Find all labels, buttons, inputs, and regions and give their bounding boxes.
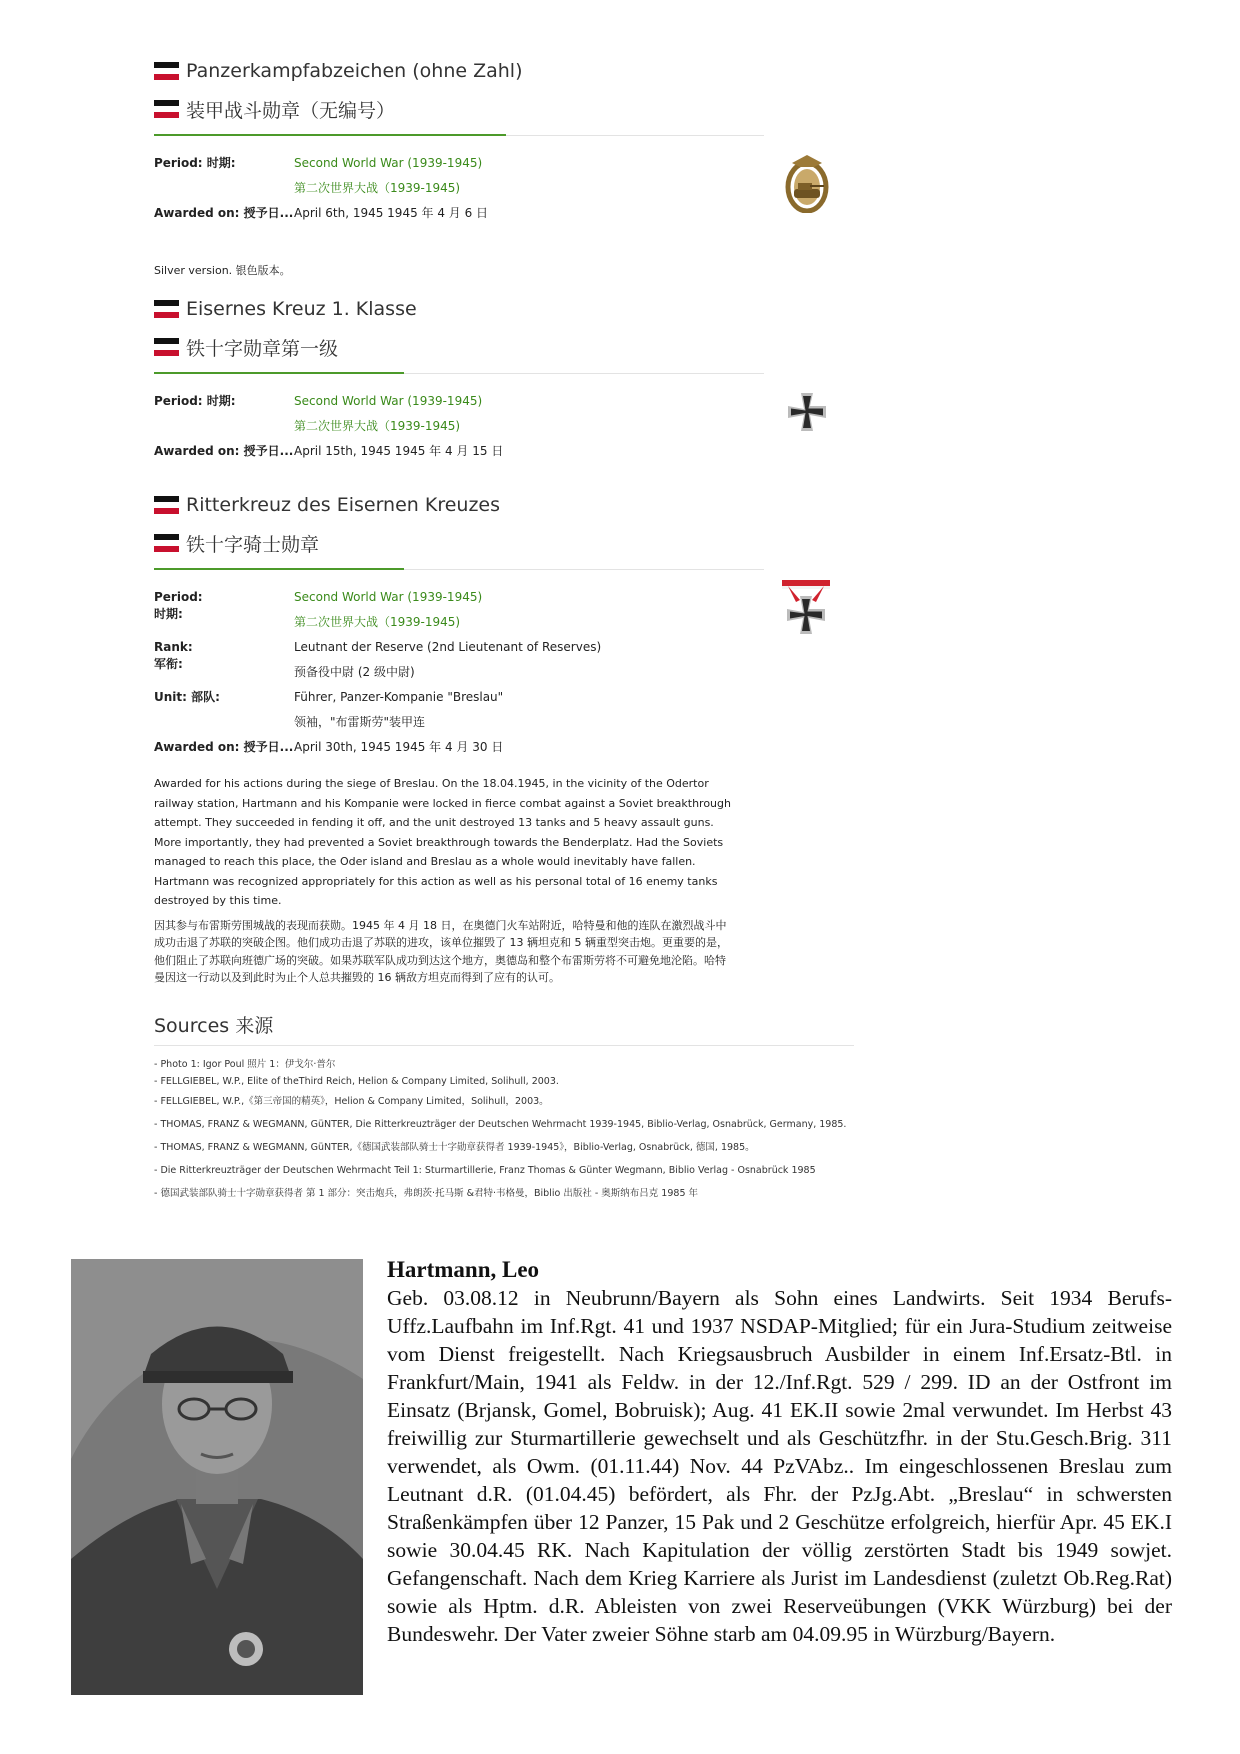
award-title-zh-text: 铁十字骑士勋章 [186, 533, 320, 556]
source-item: - FELLGIEBEL, W.P.,《第三帝国的精英》，Helion & Company Limited，Solihull，2003。 [154, 1095, 549, 1107]
unit-value-zh: 领袖，"布雷斯劳"装甲连 [294, 715, 426, 729]
german-flag-icon [154, 496, 179, 514]
source-item: - FELLGIEBEL, W.P., Elite of theThird Reich, Helion & Company Limited, Solihull, 2003. [154, 1075, 559, 1087]
panzer-badge-icon [784, 155, 830, 213]
source-item: - 德国武装部队骑士十字勋章获得者 第 1 部分：突击炮兵，弗朗茨·托马斯 &君特·韦格曼，Biblio 出版社 - 奥斯纳布吕克 1985 年 [154, 1187, 699, 1199]
source-item: - Photo 1: Igor Poul 照片 1：伊戈尔·普尔 [154, 1058, 336, 1070]
period-row [154, 151, 854, 201]
rank-value-zh: 预备役中尉 (2 级中尉) [294, 665, 415, 679]
source-item: - THOMAS, FRANZ & WEGMANN, GüNTER, Die Ritterkreuzträger der Deutschen Wehrmacht 1939-1945, Biblio-Verlag, Osnabrück, Germany, 1985. [154, 1118, 847, 1130]
awarded-label: Awarded on: 授予日... [154, 740, 294, 754]
german-flag-icon [154, 534, 179, 552]
period-value-zh[interactable]: 第二次世界大战（1939-1945) [294, 181, 461, 195]
unit-label: Unit: 部队: [154, 690, 220, 704]
rank-row [154, 635, 854, 685]
period-row [154, 585, 854, 635]
sources-divider [154, 1045, 854, 1046]
rank-label [154, 635, 294, 685]
rank-label-en: Rank: [154, 640, 193, 654]
award-note: Silver version. 银色版本。 [154, 264, 291, 277]
rank-label-zh: 军衔: [154, 657, 183, 671]
award-title-de-text: Panzerkampfabzeichen (ohne Zahl) [186, 60, 523, 82]
bio-name: Hartmann, Leo [387, 1257, 540, 1282]
portrait-photo [71, 1259, 363, 1695]
section-divider [154, 372, 764, 375]
period-value-en[interactable]: Second World War (1939-1945) [294, 156, 483, 170]
awarded-value: April 6th, 1945 1945 年 4 月 6 日 [294, 206, 489, 220]
german-flag-icon [154, 62, 179, 80]
knights-cross-icon [782, 580, 830, 636]
period-label-en: Period: [154, 590, 203, 604]
period-value-en[interactable]: Second World War (1939-1945) [294, 590, 483, 604]
awarded-label: Awarded on: 授予日... [154, 444, 294, 458]
german-flag-icon [154, 100, 179, 118]
awards-section [154, 52, 854, 1205]
award-title-de [154, 290, 854, 328]
award-title-de [154, 52, 854, 90]
biography [387, 1256, 1172, 1648]
iron-cross-icon [786, 391, 828, 433]
awarded-row [154, 439, 854, 464]
description-en: Awarded for his actions during the siege of Breslau. On the 18.04.1945, in the vicinity of the Odertor railway station, Hartmann and his Kompanie were locked in fierce combat against a Soviet breakthrough attempt. They succeeded in fending it off, and the unit destroyed 13 tanks and 5 heavy assault guns. More importantly, they had prevented a Soviet breakthrough towards the Benderplatz. Had the Soviets managed to reach this place, the Oder island and Breslau as a whole would inevitably have fallen. Hartmann was recognized appropriately for this action as well as his personal total of 16 enemy tanks destroyed by this time. [154, 777, 731, 907]
award-panzer-badge [154, 52, 854, 278]
rank-value-en: Leutnant der Reserve (2nd Lieutenant of Reserves) [294, 640, 602, 654]
source-item: - THOMAS, FRANZ & WEGMANN, GüNTER,《德国武装部队骑士十字勋章获得者 1939-1945》，Biblio-Verlag, Osnabrück, 德国, 1985。 [154, 1141, 755, 1153]
awarded-row [154, 735, 854, 760]
award-title-zh-text: 铁十字勋章第一级 [186, 337, 339, 360]
sources-section [154, 1011, 854, 1205]
awarded-value: April 15th, 1945 1945 年 4 月 15 日 [294, 444, 504, 458]
award-title-de-text: Ritterkreuz des Eisernen Kreuzes [186, 494, 501, 516]
source-item: - Die Ritterkreuzträger der Deutschen Wehrmacht Teil 1: Sturmartillerie, Franz Thomas & Günter Wegmann, Biblio Verlag - Osnabrück 1985 [154, 1164, 816, 1176]
awarded-value: April 30th, 1945 1945 年 4 月 30 日 [294, 740, 504, 754]
award-title-de [154, 486, 854, 524]
unit-row [154, 685, 854, 735]
awarded-row [154, 201, 854, 226]
sources-title: Sources 来源 [154, 1014, 274, 1037]
period-label: Period: 时期: [154, 394, 236, 408]
award-title-zh [154, 524, 854, 562]
award-title-de-text: Eisernes Kreuz 1. Klasse [186, 298, 417, 320]
description-zh: 因其参与布雷斯劳围城战的表现而获勋。1945 年 4 月 18 日，在奥德门火车站附近，哈特曼和他的连队在激烈战斗中成功击退了苏联的突破企图。他们成功击退了苏联的进攻，该单位摧毁了 13 辆坦克和 5 辆重型突击炮。更重要的是，他们阻止了苏联向班德广场的突破。如果苏联军队成功到达这个地方，奥德岛和整个布雷斯劳将不可避免地沦陷。哈特曼因这一行动以及到此时为止个人总共摧毁的 16 辆敌方坦克而得到了应有的认可。 [154, 918, 728, 984]
period-value-zh[interactable]: 第二次世界大战（1939-1945) [294, 419, 461, 433]
awarded-label: Awarded on: 授予日... [154, 206, 294, 220]
section-divider [154, 568, 764, 571]
period-label-zh: 时期: [154, 607, 183, 621]
period-row [154, 389, 854, 439]
period-label: Period: 时期: [154, 156, 236, 170]
period-label [154, 585, 294, 635]
section-divider [154, 134, 764, 137]
period-value-zh[interactable]: 第二次世界大战（1939-1945) [294, 615, 461, 629]
award-title-zh [154, 328, 854, 366]
period-value-en[interactable]: Second World War (1939-1945) [294, 394, 483, 408]
german-flag-icon [154, 300, 179, 318]
unit-value-en: Führer, Panzer-Kompanie "Breslau" [294, 690, 504, 704]
bio-text: Geb. 03.08.12 in Neubrunn/Bayern als Sohn eines Landwirts. Seit 1934 Berufs-Uffz.Laufbahn im Inf.Rgt. 41 und 1937 NSDAP-Mitglied; für ein Jura-Studium zeitweise vom Dienst freigestellt. Nach Kriegsausbruch Ausbilder in einem Inf.Ersatz-Btl. in Frankfurt/Main, 1941 als Feldw. in der 12./Inf.Rgt. 529 / 299. ID an der Ostfront im Einsatz (Brjansk, Gomel, Bobruisk); Aug. 41 EK.II sowie 2mal verwundet. Im Herbst 43 freiwillig zur Sturmartillerie gewechselt und als Geschützfhr. in der Stu.Gesch.Brig. 311 verwendet, als Owm. (01.11.44) Nov. 44 PzVAbz.. Im eingeschlossenen Breslau zum Leutnant d.R. (01.04.45) befördert, als Fhr. der PzJg.Abt. „Breslau“ in schwersten Straßenkämpfen über 12 Panzer, 15 Pak und 2 Geschütze erfolgreich, hierfür Apr. 45 EK.I sowie 30.04.45 RK. Nach Kapitulation der völlig zerstörten Stadt bis 1949 sowjet. Gefangenschaft. Nach dem Krieg Karriere als Jurist im Landesdienst (zuletzt Ob.Reg.Rat) sowie als Hptm. d.R. Ableisten von zwei Reserveübungen (VKK Würzburg) bei der Bundeswehr. Der Vater zweier Söhne starb am 04.09.95 in Würzburg/Bayern. [387, 1286, 1172, 1646]
award-title-zh-text: 装甲战斗勋章（无编号） [186, 99, 396, 122]
award-title-zh [154, 90, 854, 128]
german-flag-icon [154, 338, 179, 356]
award-iron-cross-1st [154, 290, 854, 486]
award-knights-cross [154, 486, 854, 987]
